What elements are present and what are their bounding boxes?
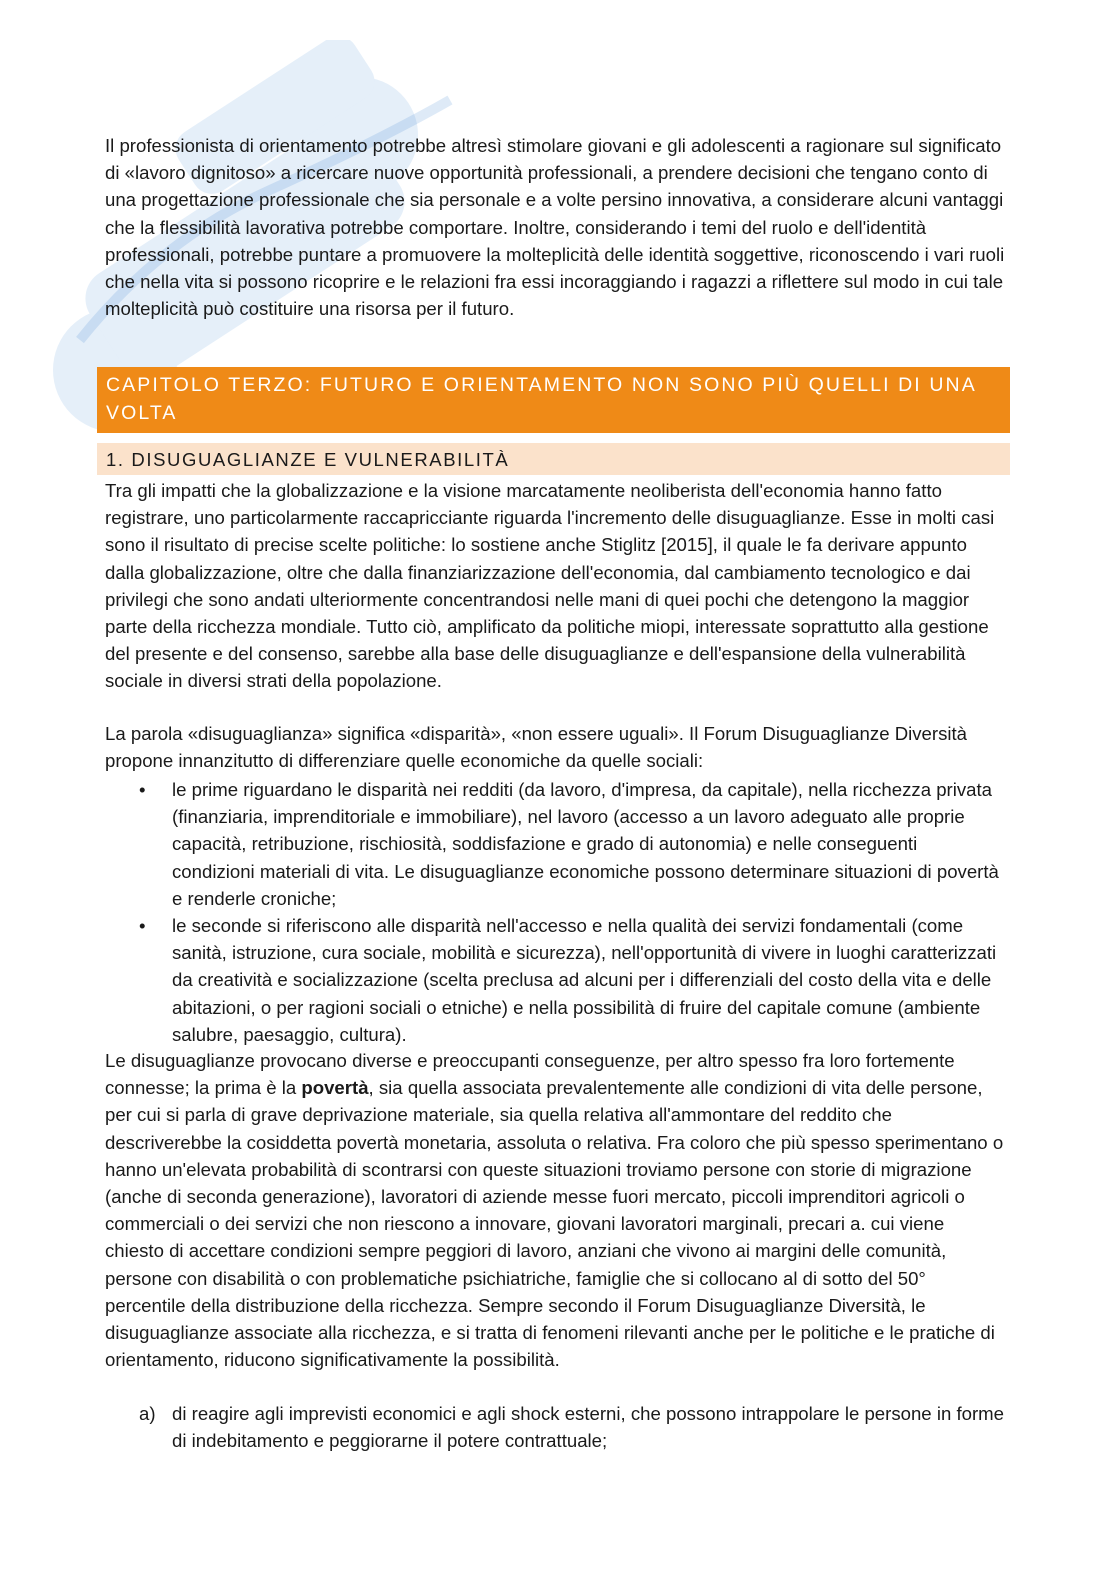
list-item-text: di reagire agli imprevisti economici e agli shock esterni, che possono intrappolare le persone in forme di indebitamento e peggiorarne il potere contrattuale;: [172, 1403, 1004, 1452]
poverty-term: povertà: [301, 1077, 369, 1099]
consequences-text-start: Le disuguaglianze provocano diverse e preoccupanti conseguenze, per altro spesso fra loro fortemente connesse; la prima è la: [105, 1050, 955, 1099]
bullet-icon: •: [139, 779, 146, 800]
wealth-effects-list: [105, 1400, 1005, 1454]
list-marker: a): [139, 1403, 156, 1424]
intro-paragraph: Il professionista di orientamento potrebbe altresì stimolare giovani e gli adolescenti a ragionare sul significato di «lavoro dignitoso» a ricercare nuove opportunità professionali, a prendere decisioni che tengano conto di una progettazione professionale che sia personale e a volte persino innovativa, a considerare alcuni vantaggi che la flessibilità lavorativa potrebbe comportare. Inoltre, considerando i temi del ruolo e dell'identità professionali, potrebbe puntare a promuovere la molteplicità delle identità soggettive, riconoscendo i vari ruoli che nella vita si possono ricoprire e le relazioni fra essi incoraggiando i ragazzi a riflettere sul modo in cui tale molteplicità può costituire una risorsa per il futuro.: [105, 135, 1005, 320]
list-item: [105, 776, 1005, 912]
section-heading: 1. DISUGUAGLIANZE E VULNERABILITÀ: [97, 443, 1010, 475]
chapter-heading: CAPITOLO TERZO: FUTURO E ORIENTAMENTO NON SONO PIÙ QUELLI DI UNA VOLTA: [97, 367, 1010, 433]
inequality-types-list: [105, 776, 1005, 1048]
list-item-text: le seconde si riferiscono alle disparità nell'accesso e nella qualità dei servizi fondamentali (come sanità, istruzione, cura sociale, mobilità e sicurezza), nell'opportunità di vivere in luoghi caratterizzati da creatività e socializzazione (scelta preclusa ad alcuni per i differenziali del costo della vita e delle abitazioni, o per ragioni sociali o etniche) e nella possibilità di fruire del capitale comune (ambiente salubre, paesaggio, cultura).: [172, 915, 997, 1045]
consequences-text-end: , sia quella associata prevalentemente alle condizioni di vita delle persone, per cui si parla di grave deprivazione materiale, sia quella relativa all'ammontare del reddito che descriverebbe la cosiddetta povertà monetaria, assoluta o relativa. Fra coloro che più spesso sperimentano o hanno un'elevata probabilità di scontrarsi con queste situazioni troviamo persone con storie di migrazione (anche di seconda generazione), lavoratori di aziende messe fuori mercato, piccoli imprenditori agricoli o commerciali o dei servizi che non riescono a innovare, giovani lavoratori marginali, precari a. cui viene chiesto di accettare condizioni sempre peggiori di lavoro, anziani che vivono ai margini delle comunità, persone con disabilità o con problematiche psichiatriche, famiglie che si collocano al di sotto del 50° percentile della distribuzione della ricchezza. Sempre secondo il Forum Disuguaglianze Diversità, le disuguaglianze associate alla ricchezza, e si tratta di fenomeni rilevanti anche per le politiche e le pratiche di orientamento, riducono significativamente la possibilità.: [105, 1077, 1004, 1371]
bullet-icon: •: [139, 915, 146, 937]
list-item: [105, 1400, 1005, 1454]
definition-paragraph: La parola «disuguaglianza» significa «disparità», «non essere uguali». Il Forum Disuguaglianze Diversità propone innanzitutto di differenziare quelle economiche da quelle sociali:: [105, 723, 968, 772]
list-item: [105, 912, 1005, 1048]
consequences-paragraph: [105, 1047, 1005, 1373]
list-item-text: le prime riguardano le disparità nei redditi (da lavoro, d'impresa, da capitale), nella ricchezza privata (finanziaria, imprenditoriale e immobiliare), nel lavoro (accesso a un lavoro adeguato alle proprie capacità, retribuzione, rischiosità, soddisfazione e grado di autonomia) e nelle conseguenti condizioni materiali di vita. Le disuguaglianze economiche possono determinare situazioni di povertà e renderle croniche;: [172, 779, 999, 909]
impacts-paragraph: Tra gli impatti che la globalizzazione e la visione marcatamente neoliberista dell'economia hanno fatto registrare, uno particolarmente raccapricciante riguarda l'incremento delle disuguaglianze. Esse in molti casi sono il risultato di precise scelte politiche: lo sostiene anche Stiglitz [2015], il quale le fa derivare appunto dalla globalizzazione, oltre che dalla finanziarizzazione dell'economia, dal cambiamento tecnologico e dai privilegi che sono andati ulteriormente concentrandosi nelle mani di quei pochi che detengono la maggior parte della ricchezza mondiale. Tutto ciò, amplificato da politiche miopi, interessate soprattutto alla gestione del presente e del consenso, sarebbe alla base delle disuguaglianze e dell'espansione della vulnerabilità sociale in diversi strati della popolazione.: [105, 480, 995, 692]
